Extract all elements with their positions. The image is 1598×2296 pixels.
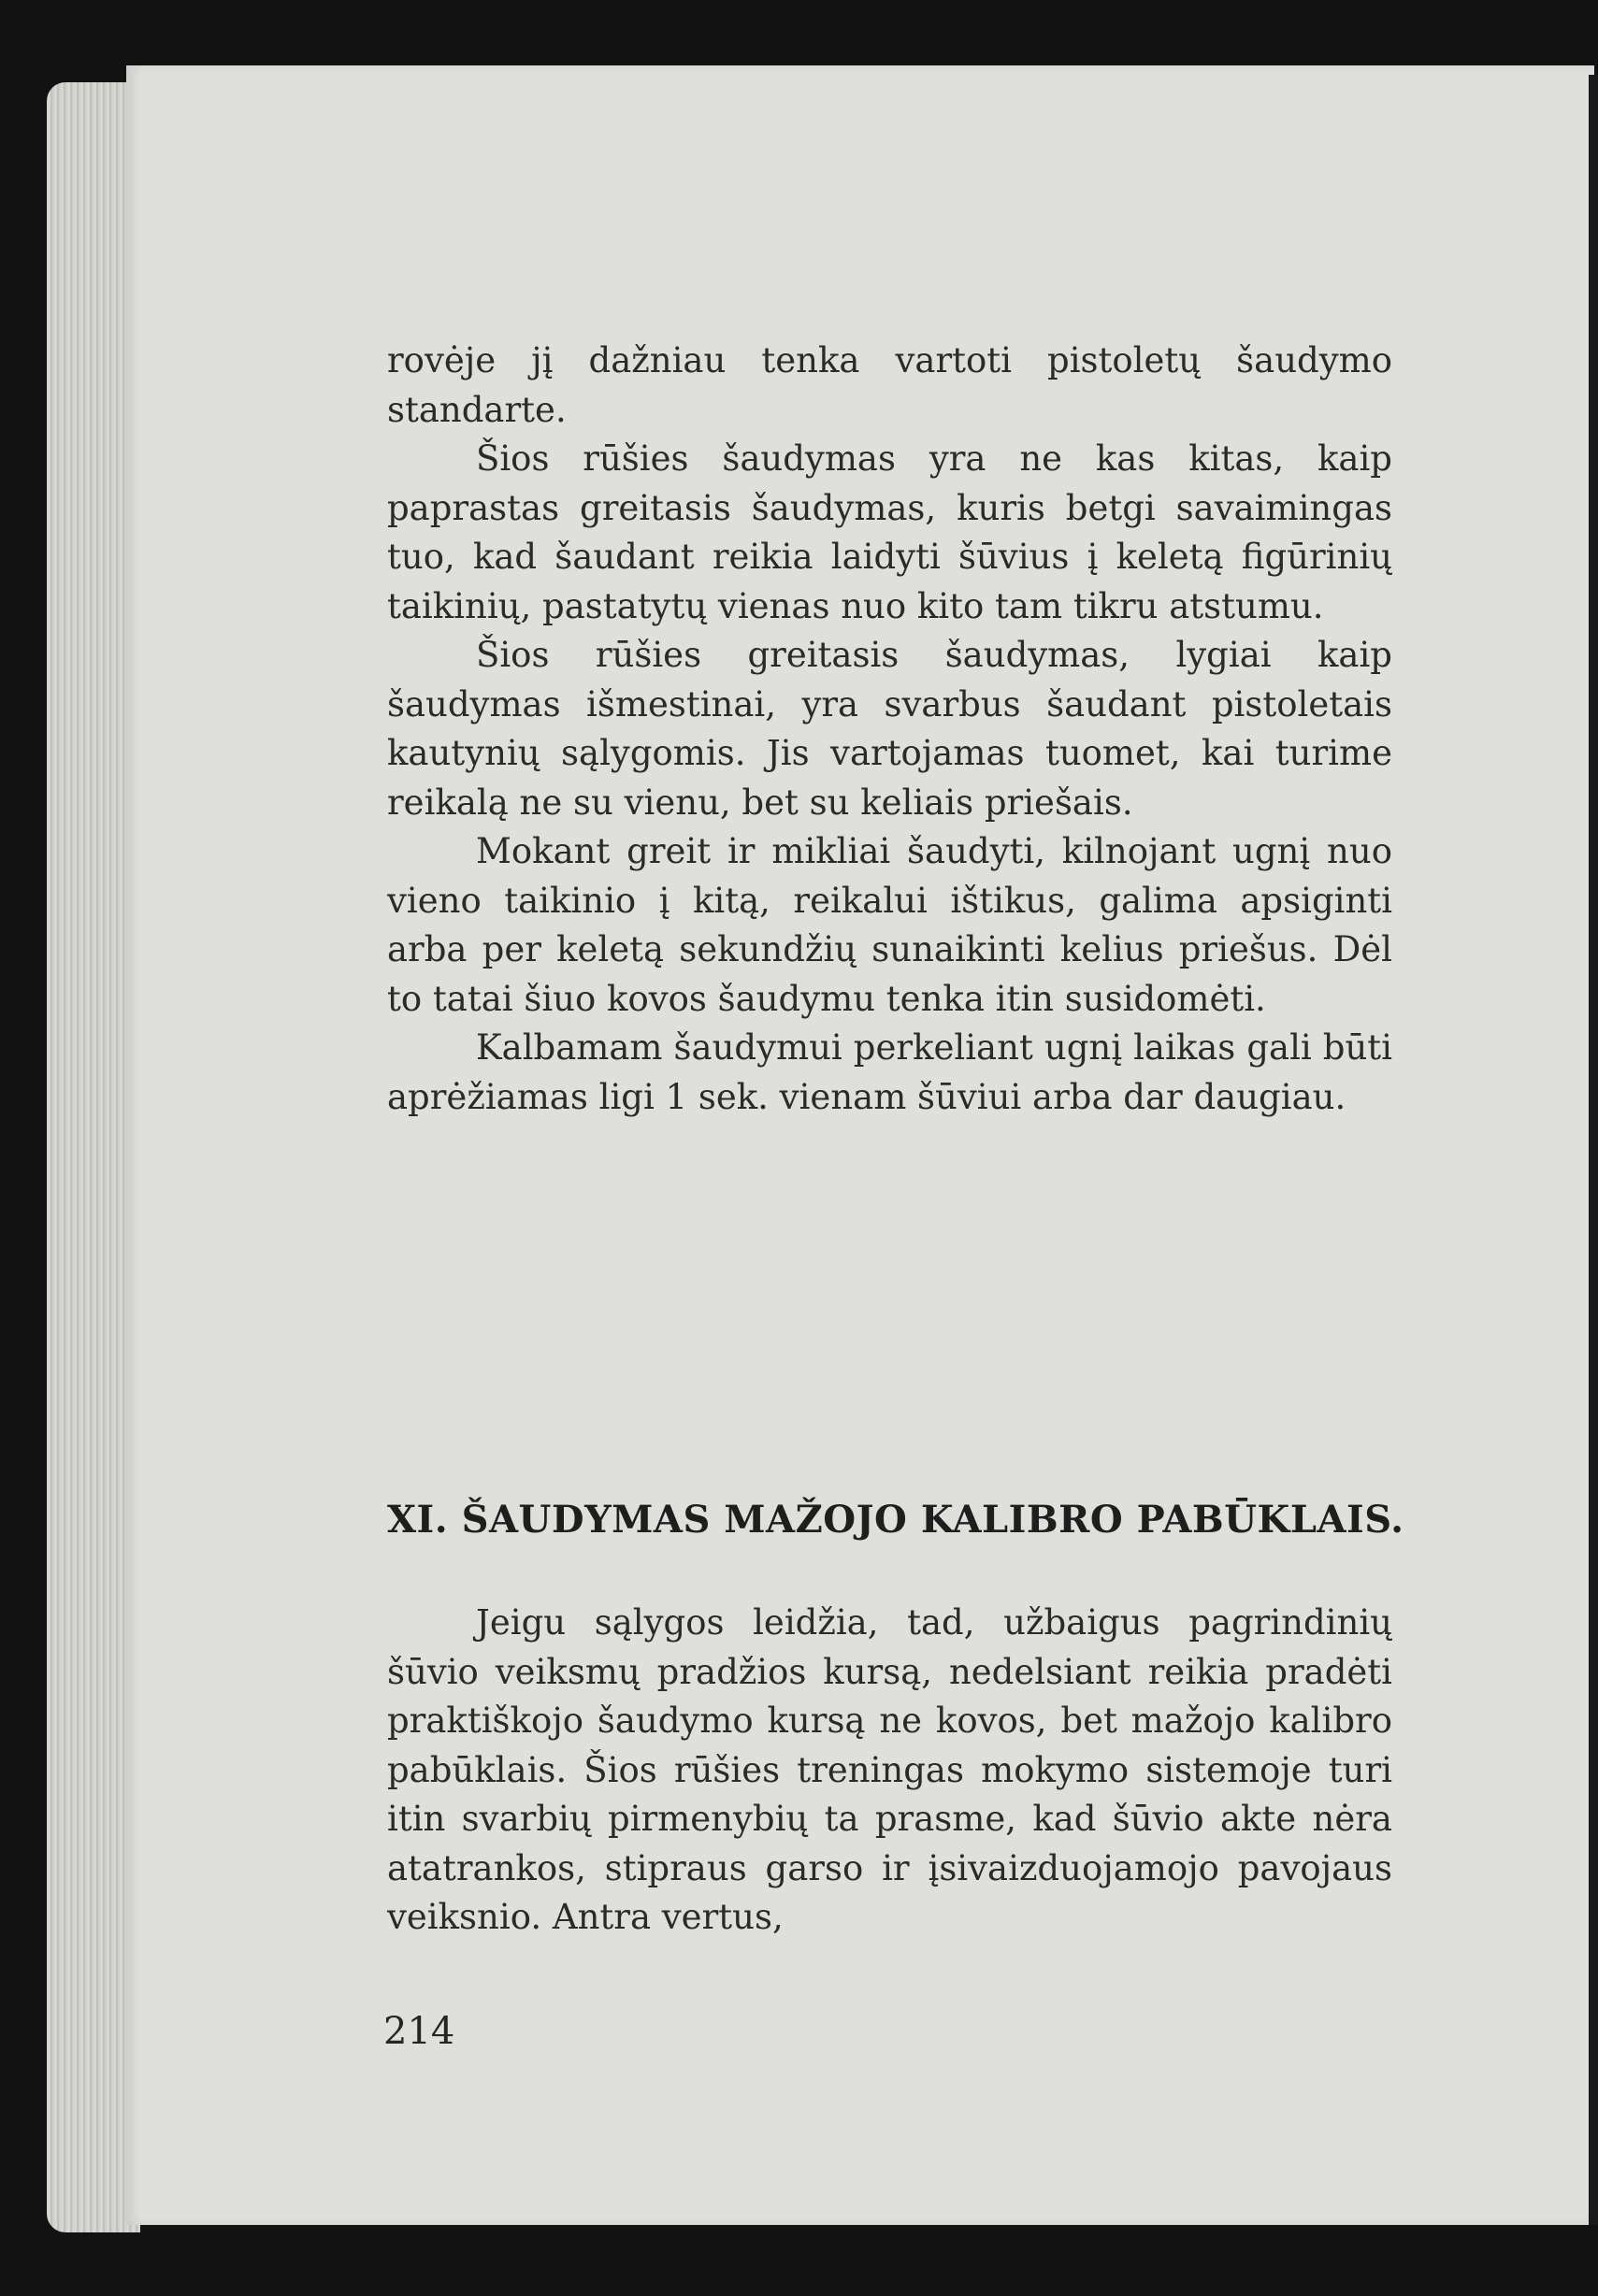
page-right-shadow <box>1589 75 1598 2225</box>
section-heading: XI. ŠAUDYMAS MAŽOJO KALIBRO PABŪKLAIS. <box>387 1498 1404 1542</box>
paragraph: Šios rūšies greitasis šaudymas, lygiai kaip šaudymas išmestinai, yra svarbus šaudant pistoletais kautynių sąlygomis. Jis vartojamas tuomet, kai turime reikalą ne su vienu, bet su keliais priešais. <box>387 635 1392 823</box>
paragraph: Šios rūšies šaudymas yra ne kas kitas, kaip paprastas greitasis šaudymas, kuris betgi savaimingas tuo, kad šaudant reikia laidyti šūvius į keletą figūrinių taikinių, pastatytų vienas nuo kito tam tikru atstumu. <box>387 438 1392 626</box>
paragraph-continued: rovėje jį dažniau tenka vartoti pistoletų šaudymo standarte. <box>387 340 1392 430</box>
paragraph: Jeigu sąlygos leidžia, tad, užbaigus pagrindinių šūvio veiksmų pradžios kursą, nedelsiant reikia pradėti praktiškojo šaudymo kursą ne kovos, bet mažojo kalibro pabūklais. Šios rūšies treningas mokymo sistemoje turi itin svarbių pirmenybių ta prasme, kad šūvio akte nėra atatrankos, stipraus garso ir įsivaizduojamojo pavojaus veiksnio. Antra vertus, <box>387 1602 1392 1937</box>
paragraph: Mokant greit ir mikliai šaudyti, kilnojant ugnį nuo vieno taikinio į kitą, reikalui ištikus, galima apsiginti arba per keletą sekundžių sunaikinti kelius priešus. Dėl to tatai šiuo kovos šaudymu tenka itin susidomėti. <box>387 831 1392 1019</box>
body-text-bottom <box>387 1599 1392 1943</box>
paragraph: Kalbamam šaudymui perkeliant ugnį laikas gali būti aprėžiamas ligi 1 sek. vienam šūviui arba dar daugiau. <box>387 1027 1392 1117</box>
page-number: 214 <box>383 2010 455 2053</box>
body-text-top <box>387 337 1392 1122</box>
